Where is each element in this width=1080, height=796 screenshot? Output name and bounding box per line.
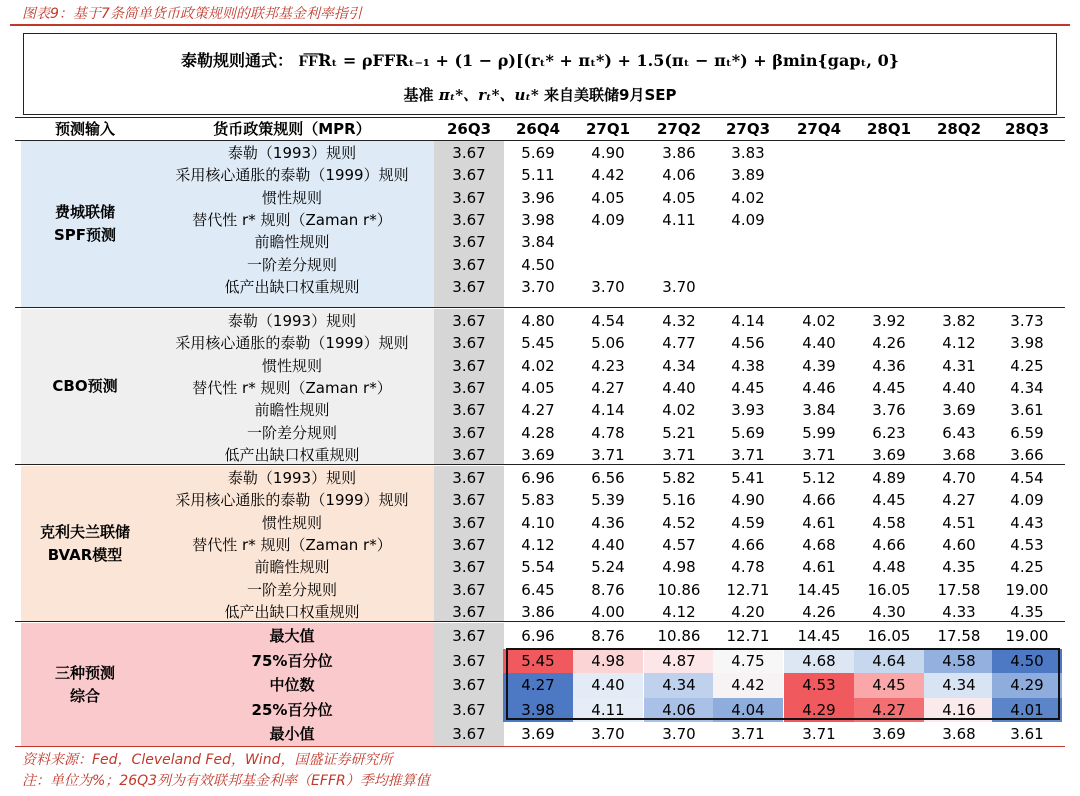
value-cell [924,209,994,231]
rule-label: 一阶差分规则 [246,255,337,274]
value-cell: 3.70 [591,725,625,744]
header-quarter: 27Q1 [585,120,631,138]
value-cell: 4.46 [802,378,836,397]
value-cell: 4.02 [802,312,836,330]
rule-label: 采用核心通胀的泰勒（1999）规则 [175,491,409,510]
value-cell: 4.66 [872,535,906,554]
value-cell: 4.27 [591,378,625,397]
group-name [21,375,149,398]
value-cell [644,231,714,253]
value-cell [713,231,783,253]
formula-label: 泰勒规则通式： [180,51,293,70]
rule-label: 前瞻性规则 [254,401,330,420]
value-cell: 4.56 [731,334,765,353]
value-cell: 3.67 [452,356,486,375]
value-cell: 3.86 [662,144,696,162]
group-name-line2: 综合 [69,686,100,705]
value-cell: 4.25 [1010,558,1044,577]
value-cell [573,254,643,276]
value-cell [924,254,994,276]
group-name-line1: 费城联储 [54,203,115,221]
value-cell: 4.34 [924,673,994,698]
value-cell: 4.29 [784,698,854,723]
rule-label: 替代性 r* 规则（Zaman r*） [192,378,392,397]
group-name-line1: CBO预测 [52,377,118,395]
value-cell: 3.98 [521,210,555,229]
rule-label: 替代性 r* 规则（Zaman r*） [192,210,392,229]
group-name [21,662,149,708]
value-cell: 3.69 [521,445,555,464]
value-cell: 5.39 [591,491,625,510]
value-cell: 6.96 [521,469,555,487]
value-cell: 4.98 [573,649,643,674]
value-cell: 3.70 [591,277,625,296]
value-cell: 3.71 [731,445,765,464]
value-cell: 3.98 [503,698,573,723]
value-cell [924,231,994,253]
value-cell: 3.67 [452,535,486,554]
value-cell: 5.45 [521,334,555,353]
value-cell: 4.40 [573,673,643,698]
value-cell: 5.24 [591,558,625,577]
value-cell: 3.71 [802,445,836,464]
value-cell: 3.69 [942,401,976,420]
value-cell: 4.66 [731,535,765,554]
header-rule: 货币政策规则（MPR） [213,120,371,138]
value-cell: 5.99 [802,423,836,442]
value-cell: 4.34 [1010,378,1044,397]
value-cell: 3.68 [942,725,976,744]
value-cell [992,164,1062,186]
value-cell: 3.83 [731,144,765,162]
value-cell: 4.26 [872,334,906,353]
value-cell [992,187,1062,209]
value-cell: 3.71 [731,725,765,744]
value-cell: 5.69 [731,423,765,442]
value-cell [573,231,643,253]
subtitle-post: 来自美联储9月SEP [544,86,677,104]
value-cell: 4.68 [802,535,836,554]
group-name-line1: 三种预测 [54,663,115,682]
formula-subtitle [24,84,1056,105]
value-cell: 4.23 [591,356,625,375]
value-cell: 3.67 [452,445,486,464]
rule-label: 惯性规则 [261,513,322,532]
value-cell [992,276,1062,298]
value-cell: 4.12 [942,334,976,353]
value-cell: 4.58 [924,649,994,674]
header-quarter: 28Q3 [1004,120,1050,138]
value-cell: 4.02 [662,401,696,420]
value-cell: 4.02 [521,356,555,375]
group-rule [15,307,1065,308]
value-cell: 4.60 [942,535,976,554]
value-cell: 4.78 [591,423,625,442]
value-cell [784,276,854,298]
value-cell: 4.36 [591,513,625,532]
rule-label: 惯性规则 [261,188,322,207]
value-cell [784,187,854,209]
value-cell: 3.89 [731,166,765,185]
value-cell: 4.54 [591,312,625,330]
unit-note: 注：单位为%；26Q3列为有效联邦基金利率（EFFR）季均推算值 [22,773,430,789]
value-cell: 5.41 [731,469,765,487]
value-cell: 6.56 [591,469,625,487]
value-cell: 4.45 [872,378,906,397]
value-cell: 4.40 [662,378,696,397]
group-name [21,521,149,567]
rule-label: 采用核心通胀的泰勒（1999）规则 [175,166,409,185]
value-cell: 3.82 [942,312,976,330]
value-cell: 3.86 [521,602,555,621]
value-cell: 4.51 [942,513,976,532]
value-cell: 4.80 [521,312,555,330]
value-cell: 4.90 [591,144,625,162]
value-cell: 3.67 [452,401,486,420]
value-cell: 4.31 [942,356,976,375]
group-name [21,201,149,247]
value-cell: 3.66 [1010,445,1044,464]
value-cell: 3.67 [452,166,486,185]
value-cell: 4.68 [784,649,854,674]
value-cell: 4.35 [1010,602,1044,621]
value-cell: 4.02 [731,188,765,207]
source-note: 资料来源：Fed，Cleveland Fed，Wind，国盛证券研究所 [22,752,393,768]
bottom-rule [15,746,1065,747]
value-cell: 3.76 [872,401,906,420]
value-cell: 4.30 [872,602,906,621]
value-cell: 4.33 [942,602,976,621]
value-cell: 4.45 [731,378,765,397]
value-cell: 12.71 [726,627,770,645]
value-cell: 8.76 [591,580,625,599]
value-cell: 4.34 [644,673,714,698]
value-cell: 3.67 [452,602,486,621]
value-cell: 4.64 [854,649,924,674]
value-cell: 4.32 [662,312,696,330]
value-cell: 3.71 [591,445,625,464]
value-cell: 5.45 [503,649,573,674]
value-cell: 3.67 [452,334,486,353]
value-cell: 4.25 [1010,356,1044,375]
value-cell: 4.75 [713,649,783,674]
value-cell: 4.53 [1010,535,1044,554]
value-cell: 4.29 [992,673,1062,698]
value-cell: 4.87 [644,649,714,674]
value-cell: 4.27 [503,673,573,698]
header-quarter: 27Q2 [656,120,702,138]
figure-title: 图表9：基于7条简单货币政策规则的联邦基金利率指引 [22,6,362,22]
value-cell: 4.14 [731,312,765,330]
value-cell: 3.67 [452,144,486,162]
value-cell: 17.58 [937,627,981,645]
value-cell: 3.67 [452,277,486,296]
value-cell: 4.52 [662,513,696,532]
value-cell [784,164,854,186]
value-cell: 19.00 [1005,580,1049,599]
rule-label: 低产出缺口权重规则 [224,602,360,621]
value-cell: 14.45 [797,627,841,645]
value-cell: 4.38 [731,356,765,375]
value-cell: 4.42 [591,166,625,185]
value-cell: 5.12 [802,469,836,487]
rule-label: 替代性 r* 规则（Zaman r*） [192,535,392,554]
value-cell: 8.76 [591,627,625,645]
value-cell: 4.58 [872,513,906,532]
value-cell [784,142,854,164]
rule-label: 前瞻性规则 [254,558,330,577]
formula-expression: F͞F͞Rₜ = ρFFRₜ₋₁ + (1 − ρ)[(rₜ* + πₜ*) + 1.5(πₜ − πₜ*) + βmin{gapₜ, 0} [298,51,899,70]
value-cell: 4.00 [591,602,625,621]
value-cell: 5.54 [521,558,555,577]
value-cell: 3.67 [452,627,486,645]
value-cell [784,254,854,276]
value-cell [854,276,924,298]
value-cell: 6.59 [1010,423,1044,442]
value-cell [713,276,783,298]
value-cell [713,254,783,276]
value-cell: 4.40 [942,378,976,397]
value-cell: 3.84 [802,401,836,420]
subtitle-vars: πₜ*、rₜ*、uₜ* [438,86,539,104]
value-cell [854,142,924,164]
value-cell: 3.61 [1010,725,1044,744]
value-cell: 4.10 [521,513,555,532]
rule-label: 一阶差分规则 [246,423,337,442]
value-cell: 4.05 [662,188,696,207]
value-cell: 4.45 [854,673,924,698]
value-cell: 3.67 [452,423,486,442]
value-cell: 5.83 [521,491,555,510]
value-cell: 6.96 [521,627,555,645]
value-cell: 4.11 [662,210,696,229]
rule-label: 前瞻性规则 [254,233,330,252]
value-cell: 4.70 [942,469,976,487]
value-cell: 5.82 [662,469,696,487]
value-cell: 4.35 [942,558,976,577]
rule-label: 低产出缺口权重规则 [224,445,360,464]
value-cell: 3.70 [662,725,696,744]
value-cell: 3.73 [1010,312,1044,330]
value-cell [854,164,924,186]
value-cell: 5.21 [662,423,696,442]
value-cell [992,254,1062,276]
percentile-heatmap-frame [506,648,1060,720]
value-cell: 4.04 [713,698,783,723]
value-cell: 4.27 [942,491,976,510]
value-cell [924,187,994,209]
value-cell: 3.70 [521,277,555,296]
value-cell: 4.27 [521,401,555,420]
value-cell: 16.05 [867,580,911,599]
rule-label: 泰勒（1993）规则 [227,469,357,487]
value-cell: 3.93 [731,401,765,420]
value-cell: 4.14 [591,401,625,420]
value-cell: 3.67 [452,491,486,510]
value-cell: 4.06 [644,698,714,723]
value-cell: 6.43 [942,423,976,442]
value-cell: 3.98 [1010,334,1044,353]
header-quarter: 28Q2 [936,120,982,138]
value-cell: 4.45 [872,491,906,510]
value-cell: 4.27 [854,698,924,723]
value-cell: 4.53 [784,673,854,698]
value-cell: 3.67 [452,312,486,330]
value-cell: 3.92 [872,312,906,330]
value-cell: 4.26 [802,602,836,621]
value-cell: 4.09 [591,210,625,229]
value-cell [992,142,1062,164]
value-cell: 4.40 [802,334,836,353]
value-cell [992,231,1062,253]
value-cell: 4.54 [1010,469,1044,487]
value-cell: 17.58 [937,580,981,599]
value-cell: 3.67 [452,725,486,744]
value-cell: 4.57 [662,535,696,554]
value-cell: 4.77 [662,334,696,353]
value-cell [924,142,994,164]
subtitle-pre: 基准 [403,86,434,104]
value-cell: 4.05 [591,188,625,207]
value-cell: 4.01 [992,698,1062,723]
value-cell: 16.05 [867,627,911,645]
value-cell: 4.28 [521,423,555,442]
rule-label: 泰勒（1993）规则 [227,312,357,330]
value-cell: 3.84 [521,233,555,252]
value-cell: 4.40 [591,535,625,554]
value-cell: 4.09 [731,210,765,229]
value-cell: 3.67 [452,651,486,670]
taylor-formula [24,48,1056,71]
rule-label: 一阶差分规则 [246,580,337,599]
value-cell [924,164,994,186]
value-cell: 3.71 [662,445,696,464]
value-cell: 4.66 [802,491,836,510]
header-quarter: 27Q3 [725,120,771,138]
value-cell: 4.11 [573,698,643,723]
rule-label: 75%百分位 [251,651,333,670]
header-quarter: 26Q4 [515,120,561,138]
value-cell: 3.67 [452,210,486,229]
value-cell: 3.70 [662,277,696,296]
value-cell: 12.71 [726,580,770,599]
value-cell: 3.67 [452,676,486,695]
value-cell: 4.39 [802,356,836,375]
value-cell: 4.36 [872,356,906,375]
value-cell: 3.67 [452,513,486,532]
value-cell: 4.12 [662,602,696,621]
value-cell [784,231,854,253]
value-cell: 5.11 [521,166,555,185]
value-cell: 4.78 [731,558,765,577]
rule-label: 最大值 [269,627,315,645]
value-cell: 3.67 [452,378,486,397]
value-cell [854,231,924,253]
value-cell: 5.69 [521,144,555,162]
value-cell: 14.45 [797,580,841,599]
value-cell: 3.71 [802,725,836,744]
value-cell: 3.67 [452,558,486,577]
value-cell: 6.23 [872,423,906,442]
value-cell: 3.67 [452,188,486,207]
value-cell [992,209,1062,231]
value-cell: 3.68 [942,445,976,464]
value-cell: 4.43 [1010,513,1044,532]
value-cell: 4.89 [872,469,906,487]
value-cell: 4.16 [924,698,994,723]
group-name-line2: SPF预测 [53,226,117,244]
value-cell [854,209,924,231]
value-cell: 4.48 [872,558,906,577]
value-cell: 3.96 [521,188,555,207]
rule-label: 采用核心通胀的泰勒（1999）规则 [175,334,409,353]
header-quarter: 28Q1 [866,120,912,138]
group-name-line1: 克利夫兰联储 [39,522,130,541]
rule-label: 25%百分位 [251,700,333,719]
formula-box [23,33,1057,115]
rule-label: 泰勒（1993）规则 [227,144,357,162]
value-cell: 4.59 [731,513,765,532]
value-cell: 6.45 [521,580,555,599]
title-rule [10,24,1070,26]
value-cell: 3.67 [452,469,486,487]
value-cell: 4.06 [662,166,696,185]
value-cell: 4.50 [992,649,1062,674]
value-cell: 4.90 [731,491,765,510]
value-cell: 4.42 [713,673,783,698]
group-name-line2: BVAR模型 [47,545,123,564]
value-cell: 3.69 [521,725,555,744]
value-cell: 3.67 [452,580,486,599]
value-cell: 4.61 [802,513,836,532]
value-cell [854,187,924,209]
value-cell: 5.16 [662,491,696,510]
value-cell: 4.05 [521,378,555,397]
value-cell: 4.09 [1010,491,1044,510]
value-cell [784,209,854,231]
value-cell: 4.34 [662,356,696,375]
value-cell: 3.67 [452,233,486,252]
value-cell [644,254,714,276]
value-cell: 3.67 [452,700,486,719]
value-cell: 4.20 [731,602,765,621]
value-cell: 4.12 [521,535,555,554]
rule-label: 惯性规则 [261,356,322,375]
rule-label: 中位数 [269,676,315,695]
value-cell: 3.61 [1010,401,1044,420]
value-cell: 4.61 [802,558,836,577]
value-cell: 4.50 [521,255,555,274]
header-quarter: 26Q3 [446,120,492,138]
value-cell [924,276,994,298]
rule-label: 低产出缺口权重规则 [224,277,360,296]
value-cell: 5.06 [591,334,625,353]
value-cell: 19.00 [1005,627,1049,645]
rule-label: 最小值 [269,725,315,744]
value-cell: 10.86 [657,580,701,599]
value-cell: 10.86 [657,627,701,645]
header-input: 预测输入 [54,120,115,138]
value-cell: 3.67 [452,255,486,274]
value-cell: 3.69 [872,725,906,744]
header-quarter: 27Q4 [796,120,842,138]
value-cell: 4.98 [662,558,696,577]
value-cell [854,254,924,276]
value-cell: 3.69 [872,445,906,464]
